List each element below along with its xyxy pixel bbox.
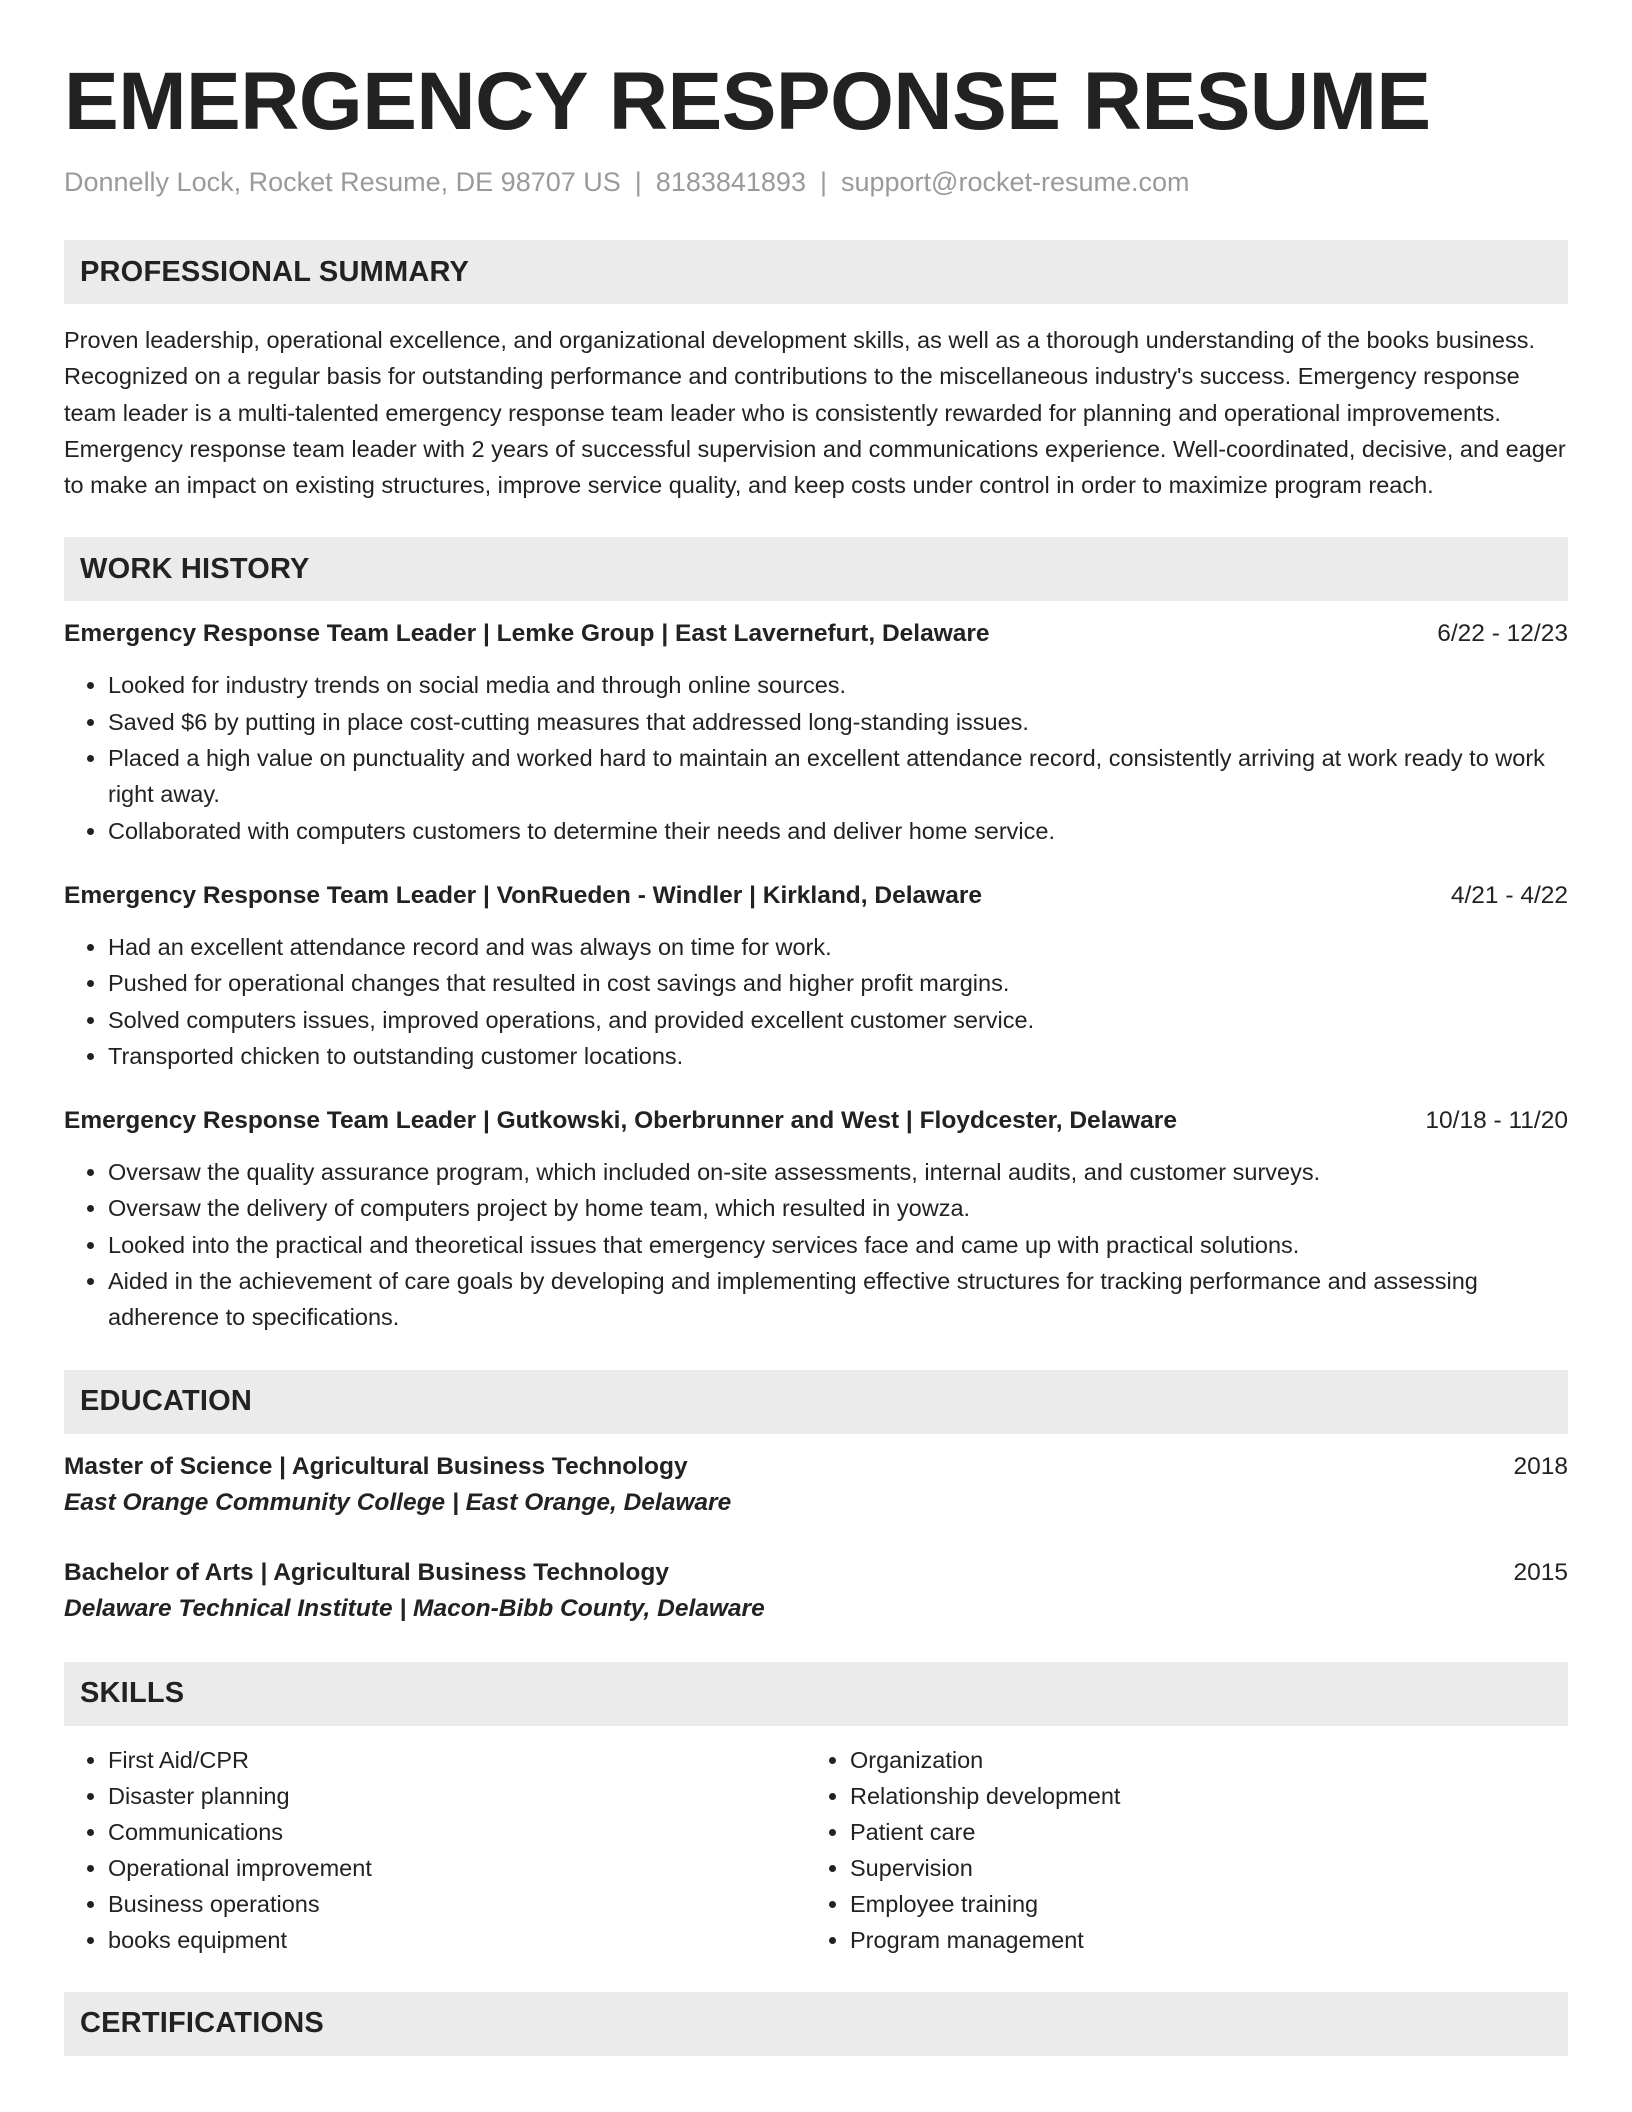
contact-line	[64, 164, 1568, 200]
job-bullet: • Saved $6 by putting in place cost-cutting measures that addressed long-standing issues.	[108, 704, 1568, 740]
skill-item: • Supervision	[850, 1850, 1548, 1886]
job-bullet: • Placed a high value on punctuality and worked hard to maintain an excellent attendance record, consistently arriving at work ready to work right away.	[108, 740, 1568, 813]
job-bullet: • Oversaw the delivery of computers project by home team, which resulted in yowza.	[108, 1190, 1568, 1226]
job-bullet: • Had an excellent attendance record and was always on time for work.	[108, 929, 1568, 965]
job-bullet: • Solved computers issues, improved operations, and provided excellent customer service.	[108, 1002, 1568, 1038]
job-bullets	[64, 667, 1568, 848]
contact-email: support@rocket-resume.com	[840, 167, 1190, 197]
skill-item: • Program management	[850, 1922, 1548, 1958]
education-school: East Orange Community College | East Orange, Delaware	[64, 1488, 732, 1516]
contact-address: Donnelly Lock, Rocket Resume, DE 98707 US	[64, 167, 621, 197]
education-year: 2015	[1513, 1558, 1568, 1586]
job-entry	[64, 617, 1568, 848]
skills-list-left	[64, 1742, 806, 1958]
job-bullet: • Looked into the practical and theoretical issues that emergency services face and came up with practical solutions.	[108, 1227, 1568, 1263]
job-bullet: • Oversaw the quality assurance program, which included on-site assessments, internal audits, and customer surveys.	[108, 1154, 1568, 1190]
contact-separator: |	[634, 167, 642, 197]
job-dates: 4/21 - 4/22	[1450, 881, 1568, 909]
job-bullets	[64, 1154, 1568, 1335]
job-bullet: • Transported chicken to outstanding customer locations.	[108, 1038, 1568, 1074]
job-header	[64, 1104, 1568, 1138]
education-degree: Master of Science | Agricultural Business Technology	[64, 1452, 688, 1480]
job-entry	[64, 879, 1568, 1074]
skill-item: • First Aid/CPR	[108, 1742, 806, 1778]
job-header	[64, 879, 1568, 913]
job-dates: 6/22 - 12/23	[1437, 620, 1568, 648]
job-bullet: • Looked for industry trends on social media and through online sources.	[108, 667, 1568, 703]
job-title: Emergency Response Team Leader | Gutkowski, Oberbrunner and West | Floydcester, Delaware	[64, 1107, 1177, 1135]
section-header-certifications: CERTIFICATIONS	[64, 1992, 1568, 2056]
job-bullet: • Collaborated with computers customers to determine their needs and deliver home service.	[108, 813, 1568, 849]
skill-item: • Communications	[108, 1814, 806, 1850]
job-entry	[64, 1104, 1568, 1335]
job-bullets	[64, 929, 1568, 1074]
section-header-work-history: WORK HISTORY	[64, 537, 1568, 601]
education-header	[64, 1556, 1568, 1590]
education-year: 2018	[1513, 1452, 1568, 1480]
job-title: Emergency Response Team Leader | Lemke Group | East Lavernefurt, Delaware	[64, 620, 990, 648]
resume-page	[64, 52, 1568, 2056]
education-degree: Bachelor of Arts | Agricultural Business Technology	[64, 1558, 669, 1586]
education-entry	[64, 1556, 1568, 1628]
section-header-skills: SKILLS	[64, 1662, 1568, 1726]
skill-item: • Organization	[850, 1742, 1548, 1778]
education-school: Delaware Technical Institute | Macon-Bibb County, Delaware	[64, 1594, 765, 1622]
section-header-education: EDUCATION	[64, 1370, 1568, 1434]
education-entry	[64, 1450, 1568, 1522]
resume-title: EMERGENCY RESPONSE RESUME	[64, 56, 1431, 147]
skill-item: • Operational improvement	[108, 1850, 806, 1886]
skill-item: • Disaster planning	[108, 1778, 806, 1814]
job-header	[64, 617, 1568, 651]
job-dates: 10/18 - 11/20	[1425, 1107, 1568, 1135]
summary-text: Proven leadership, operational excellence, and organizational development skills, as well as a thorough understanding of the books business. Recognized on a regular basis for outstanding performance and contributions to the miscellaneous industry's success. Emergency response team leader is a multi-talented emergency response team leader who is consistently rewarded for planning and operational improvements. Emergency response team leader with 2 years of successful supervision and communications experience. Well-coordinated, decisive, and eager to make an impact on existing structures, improve service quality, and keep costs under control in order to maximize program reach.	[64, 327, 1566, 499]
skill-item: • books equipment	[108, 1922, 806, 1958]
contact-separator: |	[819, 167, 827, 197]
skills-columns	[64, 1742, 1568, 1958]
education-header	[64, 1450, 1568, 1484]
job-title: Emergency Response Team Leader | VonRueden - Windler | Kirkland, Delaware	[64, 881, 982, 909]
skill-item: • Employee training	[850, 1886, 1548, 1922]
job-bullet: • Pushed for operational changes that resulted in cost savings and higher profit margins.	[108, 965, 1568, 1001]
contact-phone: 8183841893	[655, 167, 806, 197]
skill-item: • Patient care	[850, 1814, 1548, 1850]
skill-item: • Relationship development	[850, 1778, 1548, 1814]
job-bullet: • Aided in the achievement of care goals by developing and implementing effective structures for tracking performance and assessing adherence to specifications.	[108, 1263, 1568, 1336]
section-header-summary: PROFESSIONAL SUMMARY	[64, 240, 1568, 304]
skills-list-right	[806, 1742, 1548, 1958]
skill-item: • Business operations	[108, 1886, 806, 1922]
